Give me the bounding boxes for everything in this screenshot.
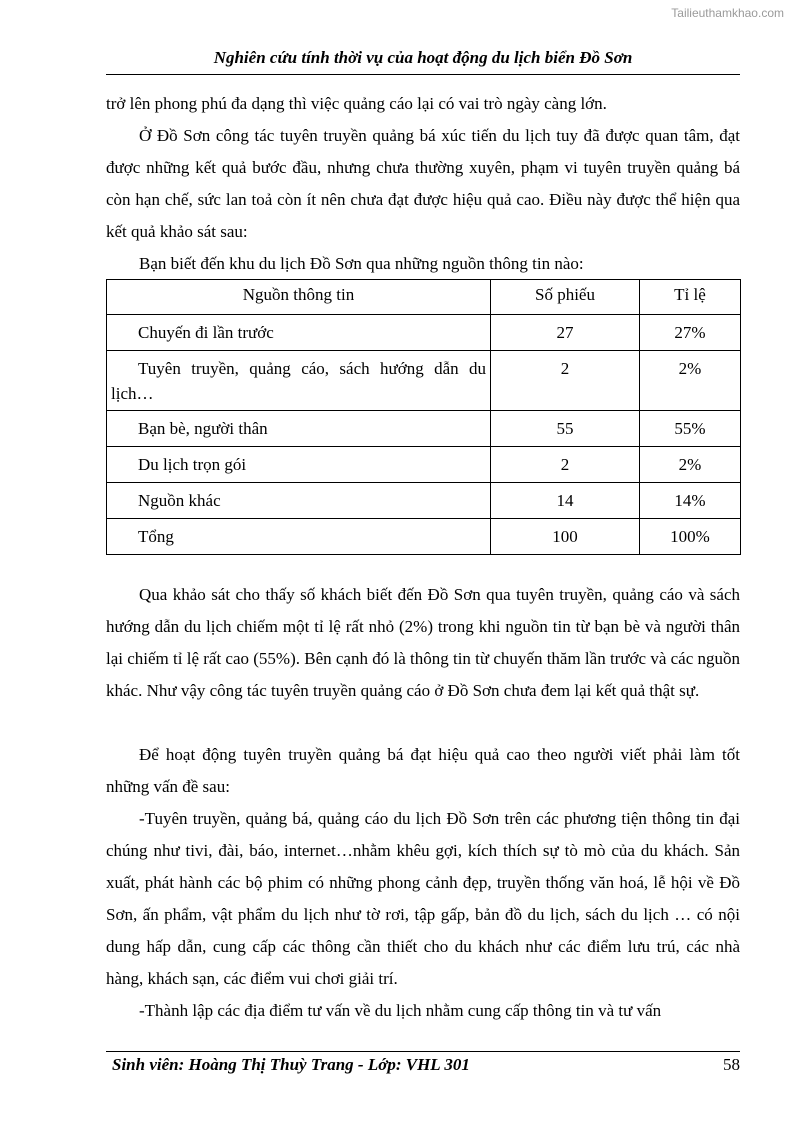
row-source: Tổng [138, 527, 174, 546]
table-row [107, 315, 741, 351]
paragraph-2: Ở Đồ Sơn công tác tuyên truyền quảng bá xúc tiến du lịch tuy đã được quan tâm, đạt được những kết quả bước đầu, nhưng chưa thường xuyên, phạm vi tuyên truyền quảng bá còn hạn chế, sức lan toả còn ít nên chưa đạt được hiệu quả cao. Điều này được thể hiện qua kết quả khảo sát sau: [106, 126, 740, 241]
paragraph-analysis: Qua khảo sát cho thấy số khách biết đến Đồ Sơn qua tuyên truyền, quảng cáo và sách hướng dẫn du lịch chiếm một tỉ lệ rất nhỏ (2%) trong khi nguồn tin từ bạn bè và người thân lại chiếm tỉ lệ rất cao (55%). Bên cạnh đó là thông tin từ chuyến thăm lần trước và các nguồn khác. Như vậy công tác tuyên truyền quảng cáo ở Đồ Sơn chưa đem lại kết quả thật sự. [106, 585, 741, 700]
row-ratio: 55% [674, 419, 706, 438]
row-source: Tuyên truyền, quảng cáo, sách hướng dẫn du lịch… [111, 359, 486, 403]
header-count: Số phiếu [491, 280, 640, 315]
header-divider [106, 74, 740, 75]
page-header-title: Nghiên cứu tính thời vụ của hoạt động du lịch biển Đồ Sơn [213, 48, 633, 67]
survey-question: Bạn biết đến khu du lịch Đồ Sơn qua những nguồn thông tin nào: [139, 254, 584, 273]
bullet-consulting: -Thành lập các địa điểm tư vấn về du lịch nhằm cung cấp thông tin và tư vấn [139, 1001, 662, 1020]
row-source: Nguồn khác [138, 491, 221, 510]
table-row [107, 351, 741, 411]
row-ratio: 2% [678, 359, 702, 378]
row-source: Chuyến đi lần trước [138, 323, 274, 342]
bullet-advertising: -Tuyên truyền, quảng bá, quảng cáo du lịch Đồ Sơn trên các phương tiện thông tin đại chúng như tivi, đài, báo, internet…nhằm khêu gợi, kích thích sự tò mò của du khách. Sản xuất, phát hành các bộ phim có những phong cảnh đẹp, truyền thống văn hoá, lễ hội về Đồ Sơn, ấn phẩm, vật phẩm du lịch như tờ rơi, tập gấp, bản đồ du lịch, sách du lịch … có nội dung hấp dẫn, cung cấp các thông cần thiết cho du khách như các điểm lưu trú, các nhà hàng, khách sạn, các điểm vui chơi giải trí. [106, 809, 740, 988]
survey-table [106, 279, 741, 555]
paragraph-recommendation: Để hoạt động tuyên truyền quảng bá đạt hiệu quả cao theo người viết phải làm tốt những vấn đề sau: [106, 745, 740, 796]
row-count: 2 [560, 359, 570, 378]
row-count: 14 [556, 491, 574, 510]
header-source: Nguồn thông tin [107, 280, 491, 315]
row-ratio: 100% [670, 527, 710, 546]
table-row [107, 411, 741, 447]
row-count: 2 [560, 455, 570, 474]
footer-divider [106, 1051, 740, 1052]
footer-student-info: Sinh viên: Hoàng Thị Thuỳ Trang - Lớp: VHL 301 [112, 1055, 470, 1074]
row-count: 27 [556, 323, 574, 342]
page-number: 58 [723, 1055, 740, 1074]
table-row [107, 447, 741, 483]
row-count: 100 [552, 527, 578, 546]
watermark: Tailieuthamkhao.com [671, 6, 784, 20]
row-ratio: 14% [674, 491, 706, 510]
row-count: 55 [556, 419, 574, 438]
paragraph-1: trở lên phong phú đa dạng thì việc quảng cáo lại có vai trò ngày càng lớn. [106, 94, 607, 113]
table-row [107, 483, 741, 519]
table-header-row [107, 280, 741, 315]
row-source: Bạn bè, người thân [138, 419, 268, 438]
header-ratio: Tỉ lệ [640, 280, 741, 315]
row-ratio: 27% [674, 323, 706, 342]
row-ratio: 2% [678, 455, 702, 474]
row-source: Du lịch trọn gói [138, 455, 247, 474]
table-row-total [107, 519, 741, 555]
